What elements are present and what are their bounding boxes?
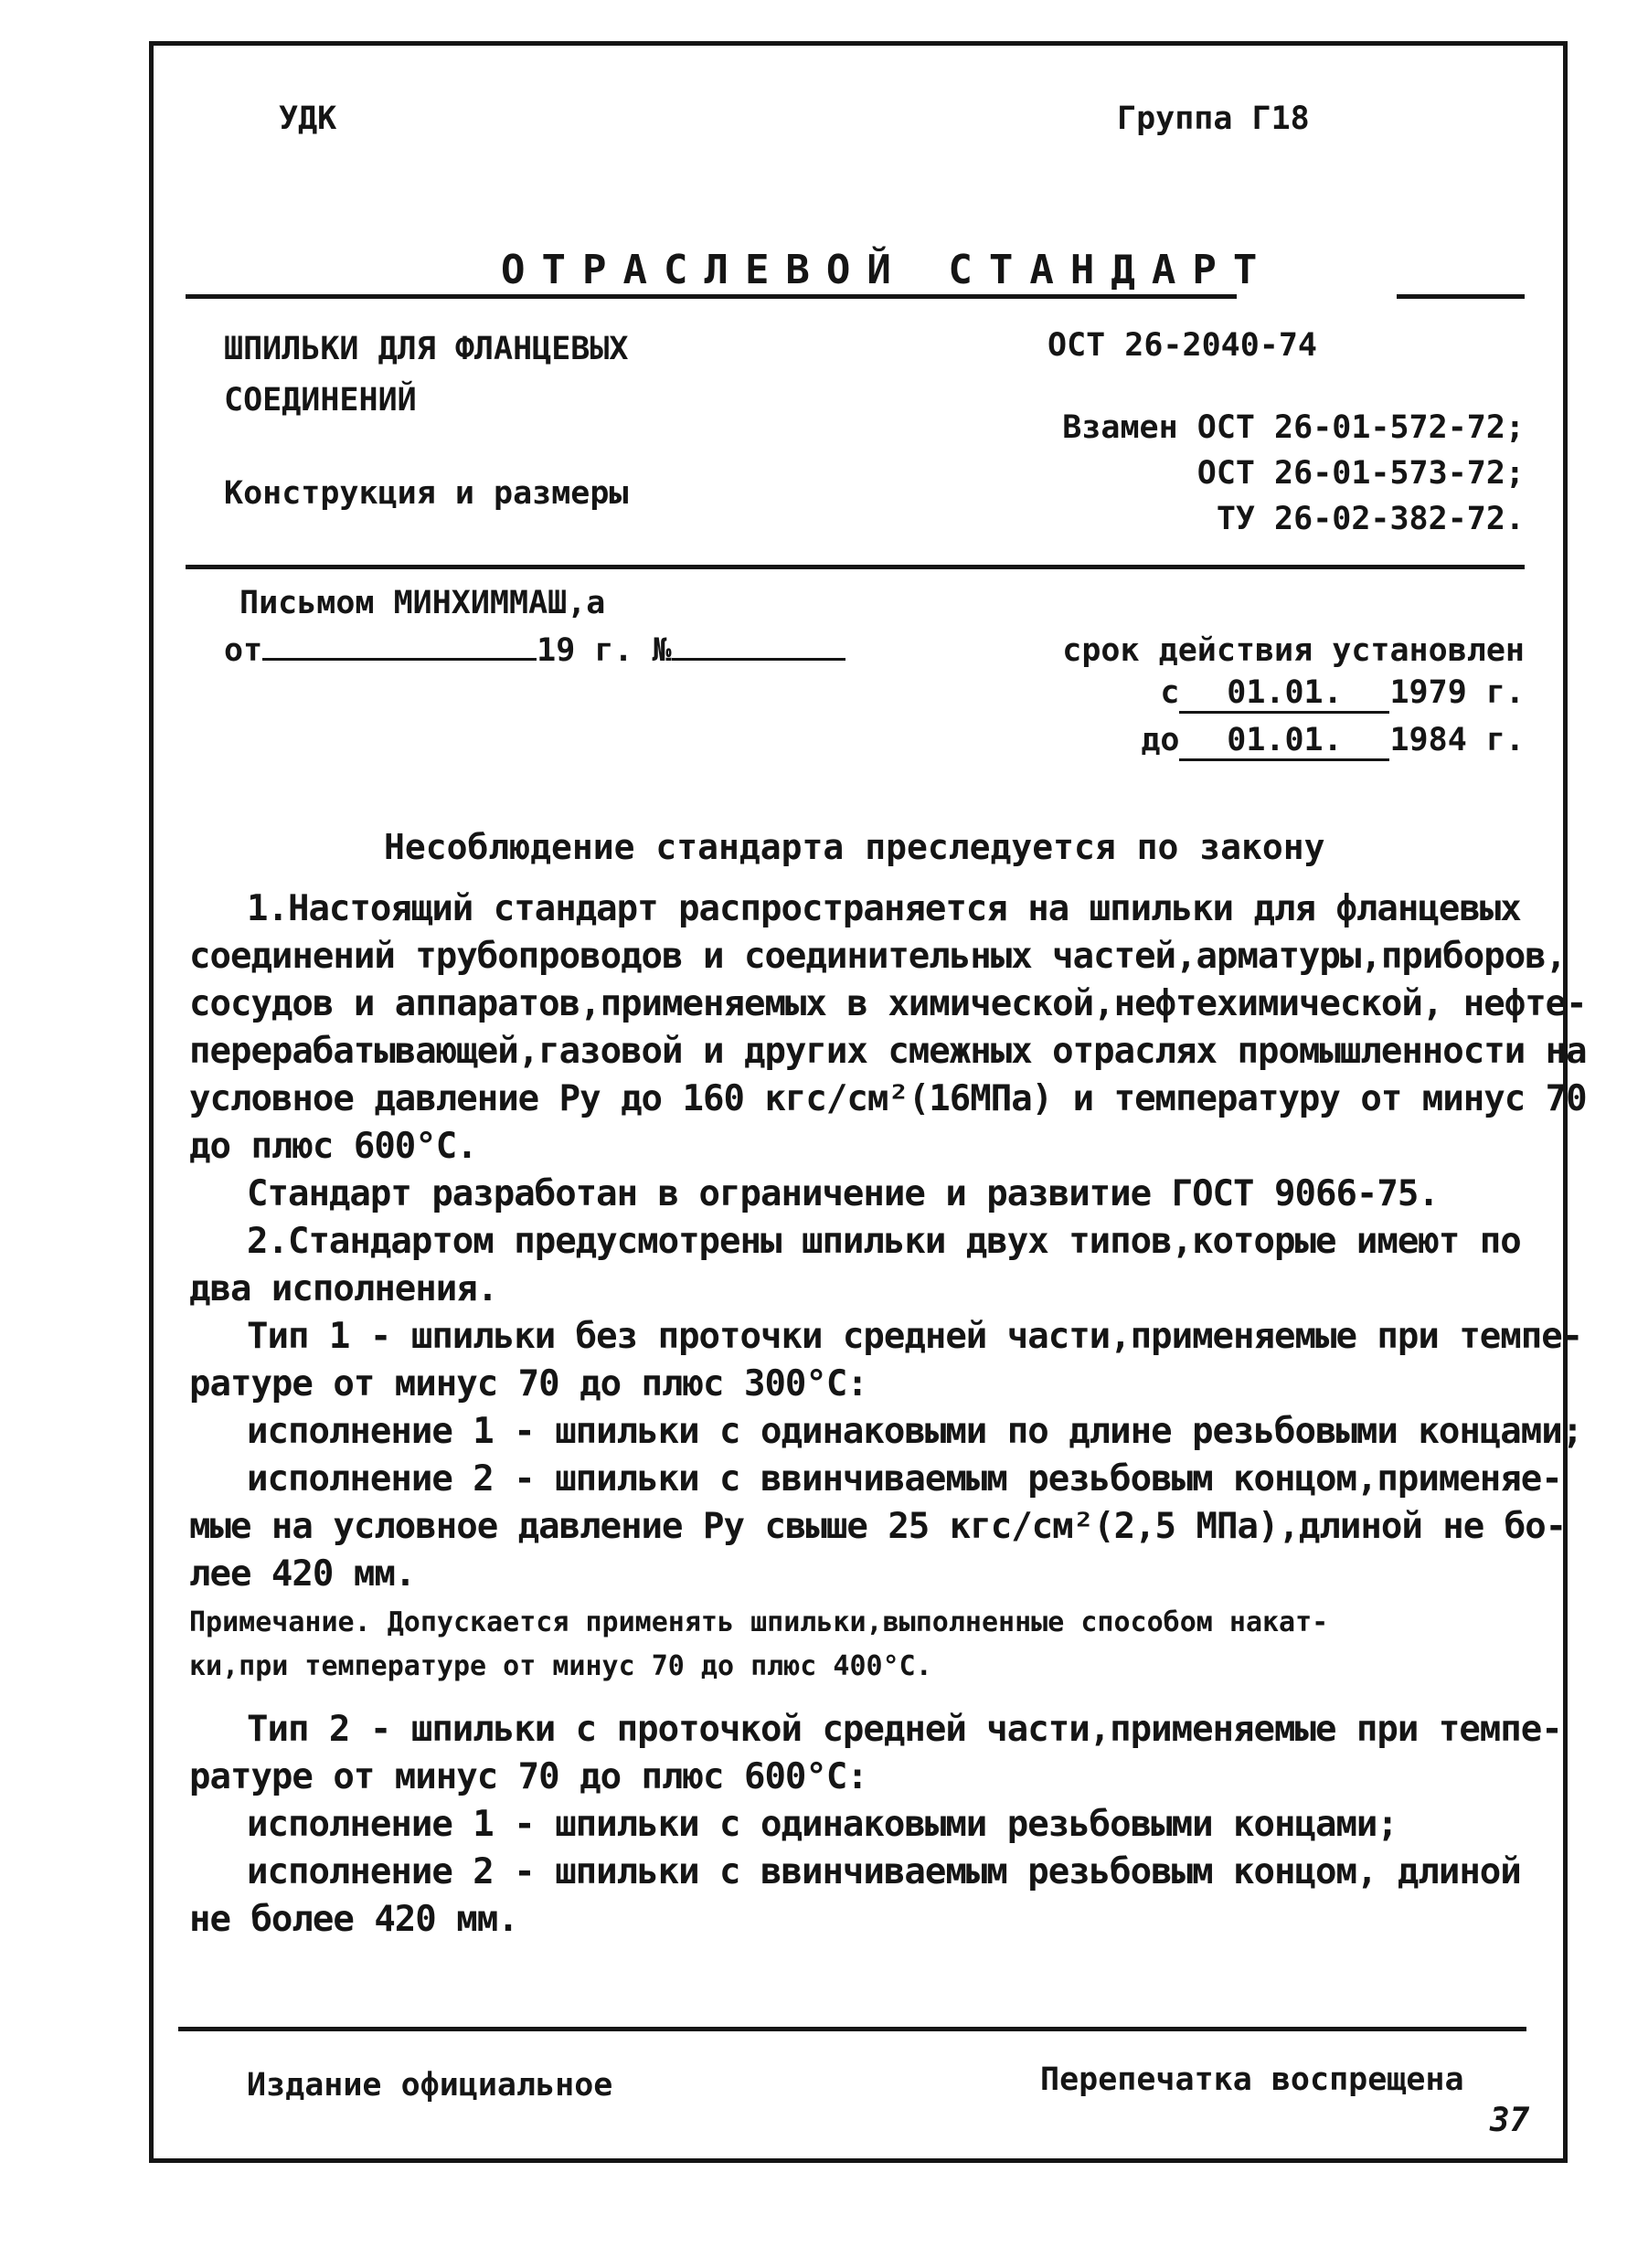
p3-line1: 2.Стандартом предусмотрены шпильки двух типов,которые имеют по (247, 1221, 1521, 1262)
subject-name-line3: Конструкция и размеры (224, 475, 629, 512)
approval-from-row (224, 632, 845, 669)
udk-label: УДК (279, 101, 337, 137)
note-line2: ки,при температуре от минус 70 до плюс 400°С. (189, 1650, 932, 1682)
type1-execution2-line2: мые на условное давление Ру свыше 25 кгс/см²(2,5 МПа),длиной не бо- (189, 1506, 1567, 1547)
footer-edition: Издание официальное (247, 2067, 613, 2104)
validity-to-row (1141, 722, 1525, 761)
page-number: 37 (1490, 2102, 1530, 2139)
p2-line: Стандарт разработан в ограничение и развитие ГОСТ 9066-75. (247, 1173, 1439, 1214)
validity-from-date: 01.01. (1179, 674, 1389, 714)
type2-execution2-line1: исполнение 2 - шпильки с ввинчиваемым резьбовым концом, длиной (247, 1851, 1521, 1892)
approval-letter: Письмом МИНХИММАШ,а (239, 585, 606, 621)
validity-from-prefix: с (1160, 674, 1180, 711)
type1-line2: ратуре от минус 70 до плюс 300°С: (189, 1363, 867, 1404)
p1-line3: сосудов и аппаратов,применяемых в химической,нефтехимической, нефте- (189, 983, 1587, 1024)
group-label: Группа Г18 (1117, 101, 1310, 137)
approval-date-blank (262, 658, 537, 661)
note-line1: Примечание. Допускается применять шпильки,выполненные способом накат- (189, 1606, 1329, 1638)
p1-line2: соединений трубопроводов и соединительных частей,арматуры,приборов, (189, 936, 1567, 977)
footer-rule (178, 2027, 1526, 2031)
type2-line2: ратуре от минус 70 до плюс 600°С: (189, 1756, 867, 1797)
standard-number: ОСТ 26-2040-74 (1047, 327, 1318, 364)
type2-execution2-line2: не более 420 мм. (189, 1899, 518, 1940)
warning-line: Несоблюдение стандарта преследуется по закону (384, 827, 1325, 867)
replaces-line3: ТУ 26-02-382-72. (1216, 501, 1525, 537)
type1-execution2-line1: исполнение 2 - шпильки с ввинчиваемым резьбовым концом,применяе- (247, 1458, 1562, 1500)
approval-year-label: 19 г. № (537, 632, 672, 669)
type1-execution1: исполнение 1 - шпильки с одинаковыми по длине резьбовыми концами; (247, 1411, 1583, 1452)
subject-name-line1: ШПИЛЬКИ ДЛЯ ФЛАНЦЕВЫХ (224, 331, 629, 367)
replaces-line1: Взамен ОСТ 26-01-572-72; (1062, 409, 1525, 446)
p3-line2: два исполнения. (189, 1268, 498, 1309)
p1-line1: 1.Настоящий стандарт распространяется на шпильки для фланцевых (247, 888, 1521, 929)
validity-from-year: 1979 г. (1389, 674, 1525, 711)
footer-reprint: Перепечатка воспрещена (1040, 2061, 1464, 2098)
validity-from-row (1160, 674, 1525, 714)
p1-line5: условное давление Ру до 160 кгс/см²(16МПа) и температуру от минус 70 (189, 1078, 1587, 1119)
validity-to-date: 01.01. (1179, 722, 1389, 761)
title-rule-right (1397, 294, 1525, 299)
subject-name-line2: СОЕДИНЕНИЙ (224, 382, 417, 419)
validity-label: срок действия установлен (1062, 632, 1525, 669)
title-rule-left (186, 294, 1237, 299)
document-title: ОТРАСЛЕВОЙ СТАНДАРТ (501, 247, 1274, 293)
validity-to-year: 1984 г. (1389, 722, 1525, 758)
section-rule (186, 565, 1525, 569)
type2-execution1: исполнение 1 - шпильки с одинаковыми резьбовыми концами; (247, 1804, 1398, 1845)
validity-to-prefix: до (1141, 722, 1180, 758)
approval-from-label: от (224, 632, 263, 669)
p1-line4: перерабатывающей,газовой и других смежных отраслях промышленности на (189, 1031, 1587, 1072)
approval-number-blank (672, 658, 845, 661)
type1-line1: Тип 1 - шпильки без проточки средней части,применяемые при темпе- (247, 1316, 1583, 1357)
p1-line6: до плюс 600°С. (189, 1126, 477, 1167)
type2-line1: Тип 2 - шпильки с проточкой средней части,применяемые при темпе- (247, 1709, 1562, 1750)
type1-execution2-line3: лее 420 мм. (189, 1553, 416, 1595)
replaces-line2: ОСТ 26-01-573-72; (1196, 455, 1525, 492)
